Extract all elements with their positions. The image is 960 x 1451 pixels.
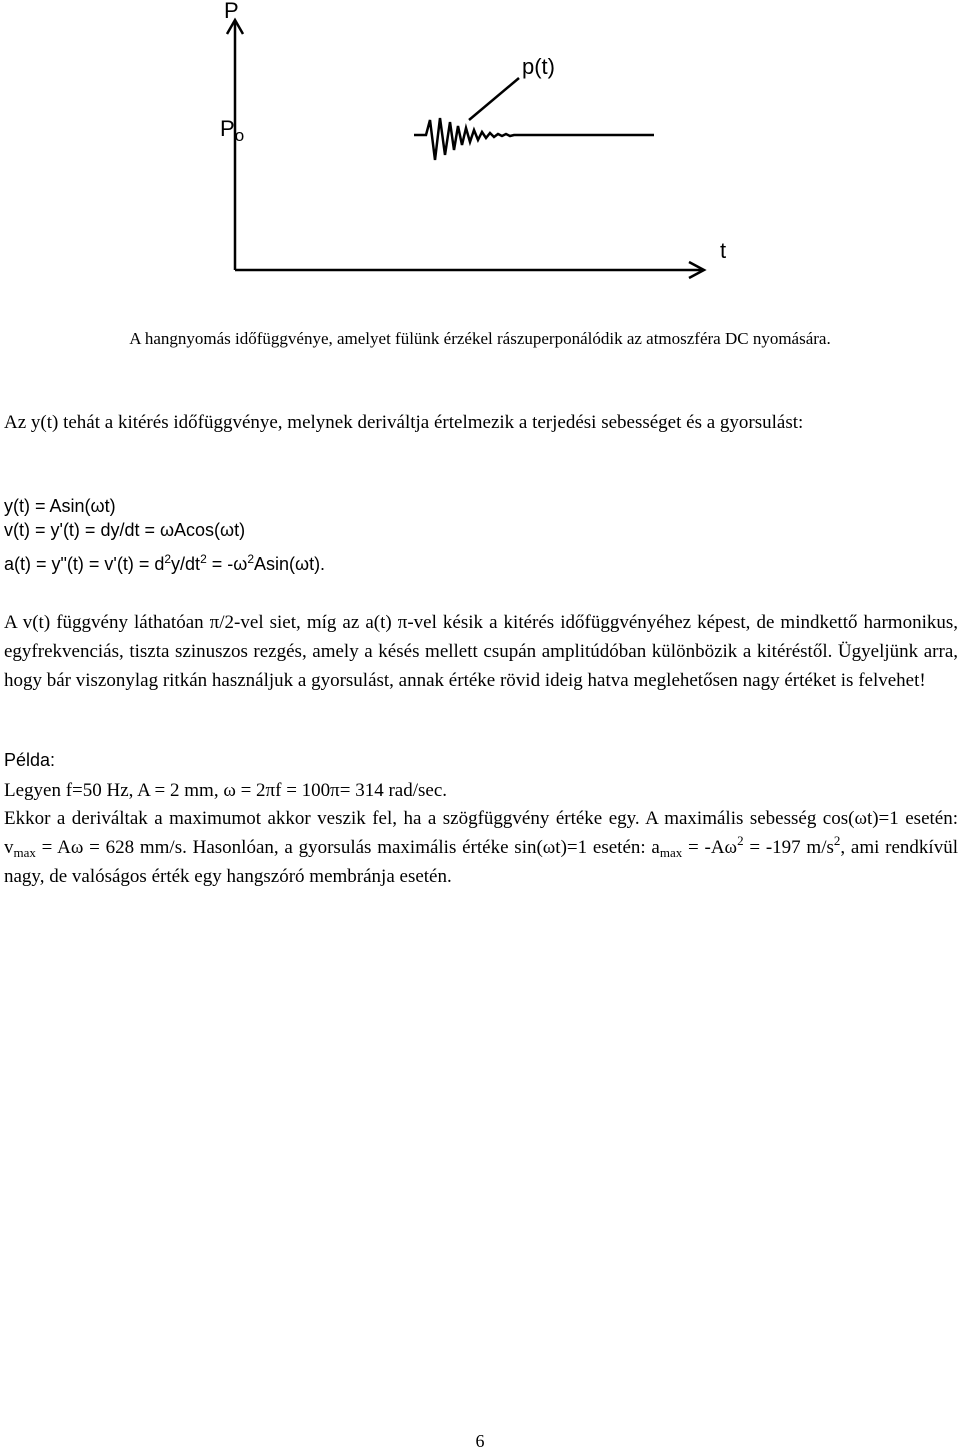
page-number: 6	[475, 1431, 485, 1451]
equation-velocity: v(t) = y'(t) = dy/dt = ωAcos(ωt)	[4, 520, 246, 540]
y-axis-label: P	[224, 0, 239, 23]
example-heading: Példa:	[4, 750, 56, 770]
example-given: Legyen f=50 Hz, A = 2 mm, ω = 2πf = 100π= 314 rad/sec.	[4, 780, 448, 801]
figure-caption: A hangnyomás időfüggvénye, amelyet fülünk érzékel rászuperponálódik az atmoszféra DC nyomására.	[129, 329, 831, 348]
baseline-label-main: P	[220, 116, 235, 141]
pressure-plot	[214, 0, 754, 300]
baseline-label-sub: o	[234, 126, 245, 145]
equation-acceleration: a(t) = y"(t) = $v'(t) = d^2y/dt^2 = -\omega^2Asin(\omega t)$.	[4, 552, 326, 574]
equation-displacement: y(t) = Asin(ωt)	[4, 496, 116, 516]
pressure-curve	[414, 118, 654, 160]
curve-label: p(t)	[522, 54, 555, 79]
example-paragraph: Ekkor a deriváltak a maximumot akkor veszik fel, ha a szögfüggvény értéke egy. A maximális sebesség cos(ωt)=1 esetén: $v_{max} = A\omega = 628$ mm/s. Hasonlóan, a gyorsulás maximális értéke sin(ωt)=1 esetén: $a_{max} = -A\omega^2 = -197$ $m/s^2$, ami rendkívül nagy, de valóságos érték egy hangszóró membránja esetén.	[4, 808, 958, 887]
curve-pointer	[469, 78, 519, 120]
x-axis-label: t	[720, 238, 727, 263]
intro-paragraph: Az y(t) tehát a kitérés időfüggvénye, melynek deriváltja értelmezik a terjedési sebességet és a gyorsulást:	[4, 412, 804, 433]
pressure-time-figure	[214, 0, 754, 300]
baseline-label	[220, 118, 244, 144]
phase-paragraph: A v(t) függvény láthatóan π/2-vel siet, míg az a(t) π-vel késik a kitérés időfüggvényéhez képest, de mindkettő harmonikus, egyfrekvenciás, tiszta szinuszos rezgés, amely a késés mellett csupán amplitúdóban különbözik a kitéréstől. Ügyeljünk arra, hogy bár viszonylag ritkán használjuk a gyorsulást, annak értéke rövid ideig hatva meglehetősen nagy értéket is felvehet!	[4, 612, 958, 691]
